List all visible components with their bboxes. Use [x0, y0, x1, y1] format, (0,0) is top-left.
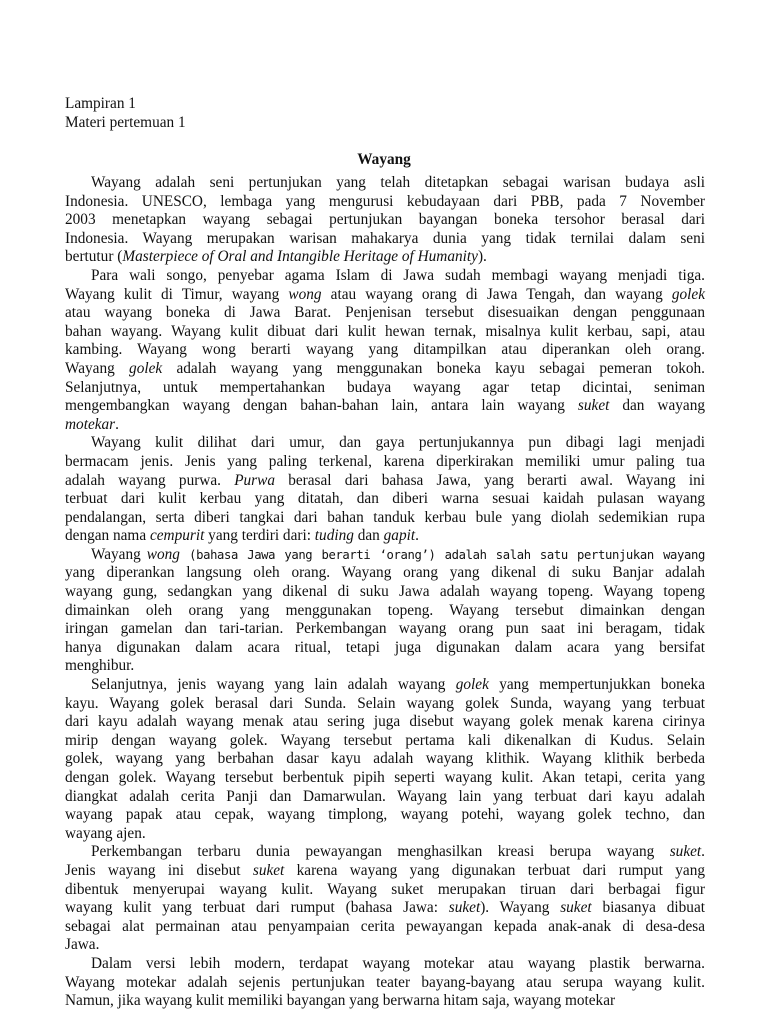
text-run: atau wayang boneka di Jawa Barat. Penjenisan tersebut disesuaikan dengan penggunaan: [65, 304, 705, 322]
text-line: [65, 881, 705, 900]
italic-term: golek: [129, 359, 163, 377]
text-line: [65, 397, 705, 416]
paragraph: [65, 955, 705, 1011]
text-line: [65, 546, 705, 565]
text-line: [65, 825, 705, 844]
text-run: Indonesia. UNESCO, lembaga yang mengurusi kebudayaan dari PBB, pada 7 November: [65, 192, 705, 210]
text-line: [65, 955, 705, 974]
text-run: yang terdiri dari:: [204, 527, 315, 545]
text-line: [65, 453, 705, 472]
text-run: yang mempertunjukkan boneka: [488, 676, 705, 694]
italic-term: suket: [669, 843, 702, 861]
text-run: atau wayang orang di Jawa Tengah, dan wayang: [321, 285, 672, 303]
text-line: [65, 769, 705, 788]
text-line: [65, 286, 705, 305]
text-run: wayang gung, sedangkan yang dikenal di suku Jawa adalah wayang topeng. Wayang topeng: [65, 583, 705, 601]
italic-term: golek: [671, 285, 705, 303]
text-line: [65, 379, 705, 398]
text-run: Selanjutnya, jenis wayang yang lain adalah wayang: [91, 676, 456, 694]
text-run: dengan nama: [65, 527, 150, 545]
text-run: .: [415, 527, 419, 545]
text-run: karena wayang yang digunakan terbuat dari rumput yang: [284, 861, 705, 879]
text-run: Wayang adalah seni pertunjukan yang telah ditetapkan sebagai warisan budaya asli: [91, 174, 705, 191]
text-run: Perkembangan terbaru dunia pewayangan menghasilkan kreasi berupa wayang: [91, 843, 670, 861]
text-line: [65, 360, 705, 379]
italic-term: tuding: [314, 527, 354, 545]
text-line: [65, 918, 705, 937]
text-run: Wayang: [91, 545, 147, 563]
text-line: [65, 676, 705, 695]
text-line: [65, 862, 705, 881]
text-run: Indonesia. Wayang merupakan warisan mahakarya dunia yang tidak ternilai dalam seni: [65, 229, 705, 247]
paragraph: [65, 267, 705, 434]
text-line: [65, 620, 705, 639]
italic-term: Purwa: [234, 471, 275, 489]
text-line: [65, 341, 705, 360]
text-run: Dalam versi lebih modern, terdapat wayang motekar atau wayang plastik berwarna.: [91, 954, 705, 972]
text-run: Selanjutnya, untuk mempertahankan budaya wayang agar tetap dicintai, seniman: [65, 378, 705, 396]
text-run: Wayang: [65, 359, 130, 377]
text-run: mirip dengan wayang golek. Wayang tersebut pertama kali dikenalkan di Kudus. Selain: [65, 731, 705, 749]
text-run: ).: [477, 248, 487, 266]
text-run: sebagai alat permainan atau penyampaian cerita pewayangan kepada anak-anak di desa-desa: [65, 917, 705, 935]
text-line: [65, 304, 705, 323]
italic-term: cempurit: [149, 527, 205, 545]
text-run: dan: [353, 527, 384, 545]
text-line: [65, 416, 705, 435]
text-run: .: [115, 415, 119, 433]
text-run: wayang kulit yang terbuat dari rumput (bahasa Jawa:: [65, 899, 449, 917]
text-run: dengan golek. Wayang tersebut berbentuk pipih seperti wayang kulit. Akan tetapi, cerita yang: [65, 769, 705, 786]
text-run: wayang ajen.: [65, 824, 146, 842]
document-title: Wayang: [357, 151, 411, 168]
text-line: [65, 843, 705, 862]
text-run: iringan gamelan dan tari-tarian. Perkembangan wayang orang pun saat ini beragam, tidak: [65, 620, 705, 638]
italic-term: motekar: [65, 415, 116, 433]
italic-term: suket: [252, 861, 285, 879]
paragraph: [65, 546, 705, 676]
italic-term: suket: [577, 397, 610, 415]
text-run: mengembangkan wayang dengan bahan-bahan lain, antara lain wayang: [65, 397, 578, 415]
text-run: adalah wayang purwa.: [65, 471, 235, 489]
text-line: [65, 509, 705, 528]
text-line: [65, 174, 705, 193]
text-line: [65, 211, 705, 230]
paragraph: [65, 676, 705, 843]
text-line: [65, 434, 705, 453]
text-line: [65, 936, 705, 955]
text-run: Jawa.: [65, 936, 100, 954]
italic-term: wong: [146, 545, 180, 563]
text-run: bermacam jenis. Jenis yang paling terkenal, karena diperkirakan memiliki umur paling tua: [65, 452, 705, 470]
text-run: pendalangan, serta diberi tangkai dari bahan tanduk kerbau bule yang diolah sedemikian rupa: [65, 508, 705, 526]
text-line: [65, 248, 705, 267]
meeting-material-label: Materi pertemuan 1: [65, 114, 186, 131]
text-run: Wayang kulit dilihat dari umur, dan gaya pertunjukannya pun dibagi lagi menjadi: [91, 434, 705, 452]
text-run: diangkat adalah cerita Panji dan Damarwulan. Wayang lain yang terbuat dari kayu adalah: [65, 787, 705, 805]
text-run: berasal dari bahasa Jawa, yang berarti awal. Wayang ini: [274, 471, 705, 489]
text-line: [65, 267, 705, 286]
text-run: .: [701, 843, 705, 861]
text-line: [65, 732, 705, 751]
text-run: Para wali songo, penyebar agama Islam di Jawa sudah membagi wayang menjadi tiga.: [91, 266, 705, 284]
paragraph: [65, 843, 705, 955]
text-line: [65, 974, 705, 993]
document-body: [65, 174, 705, 1011]
text-run: kayu. Wayang golek berasal dari Sunda. Selain wayang golek Sunda, wayang yang terbuat: [65, 694, 705, 712]
text-line: [65, 806, 705, 825]
text-run: bahan wayang. Wayang kulit dibuat dari kulit hewan ternak, misalnya kulit kerbau, sapi, atau: [65, 322, 705, 340]
text-run: menghibur.: [65, 657, 135, 675]
text-run: dibentuk menyerupai wayang kulit. Wayang suket merupakan tiruan dari berbagai figur: [65, 880, 705, 898]
text-line: [65, 602, 705, 621]
paragraph: [65, 434, 705, 546]
text-line: [65, 713, 705, 732]
text-run: wayang papak atau cepak, wayang timplong, wayang potehi, wayang golek techno, dan: [65, 806, 705, 824]
text-run: terbuat dari kulit kerbau yang ditatah, dan diberi warna sesuai kaidah pulasan wayang: [65, 490, 705, 508]
text-line: [65, 657, 705, 676]
italic-term: Masterpiece of Oral and Intangible Heritage of Humanity: [122, 248, 478, 266]
text-run: ). Wayang: [480, 899, 561, 917]
italic-term: suket: [448, 899, 481, 917]
text-run: hanya digunakan dalam acara ritual, tetapi juga digunakan dalam acara yang bersifat: [65, 638, 705, 656]
text-line: [65, 527, 705, 546]
text-line: [65, 899, 705, 918]
text-run: adalah wayang yang menggunakan boneka kayu sebagai pemeran tokoh.: [162, 359, 706, 377]
text-run: biasanya dibuat: [591, 899, 705, 917]
text-run: dimainkan oleh orang yang menggunakan topeng. Wayang tersebut dimainkan dengan: [65, 601, 705, 619]
text-run: golek, wayang yang berbahan dasar kayu adalah wayang klithik. Wayang klithik berbeda: [65, 750, 705, 768]
italic-term: suket: [560, 899, 592, 917]
italic-term: wong: [288, 285, 322, 303]
text-line: [65, 323, 705, 342]
italic-term: golek: [455, 676, 489, 694]
text-run: bertutur (: [65, 248, 123, 266]
text-run: kambing. Wayang wong berarti wayang yang ditampilkan atau diperankan oleh orang.: [65, 341, 705, 359]
text-run: 2003 menetapkan wayang sebagai pertunjukan bayangan boneka tersohor berasal dari: [65, 211, 705, 229]
text-run: Wayang motekar adalah sejenis pertunjukan teater bayang-bayang atau serupa wayang kulit.: [65, 973, 705, 991]
text-run: dari kayu adalah wayang menak atau sering juga disebut wayang golek menak karena cirinya: [65, 713, 705, 731]
text-line: [65, 193, 705, 212]
text-line: [65, 490, 705, 509]
text-run: dan wayang: [609, 397, 705, 415]
text-line: [65, 788, 705, 807]
text-line: [65, 583, 705, 602]
paragraph: [65, 174, 705, 267]
text-line: [65, 230, 705, 249]
appendix-label: Lampiran 1: [65, 95, 136, 112]
italic-term: gapit: [383, 527, 416, 545]
text-run: yang diperankan langsung oleh orang. Wayang orang yang dikenal di suku Banjar adalah: [65, 564, 705, 582]
text-line: [65, 750, 705, 769]
text-line: [65, 564, 705, 583]
text-line: [65, 472, 705, 491]
text-line: [65, 992, 705, 1011]
text-line: [65, 639, 705, 658]
text-run: Namun, jika wayang kulit memiliki bayangan yang berwarna hitam saja, wayang motekar: [65, 992, 616, 1010]
text-line: [65, 695, 705, 714]
text-run: Jenis wayang ini disebut: [65, 861, 253, 879]
text-run: (bahasa Jawa yang berarti ‘orang’) adalah salah satu pertunjukan wayang: [179, 547, 705, 562]
text-run: Wayang kulit di Timur, wayang: [65, 285, 289, 303]
